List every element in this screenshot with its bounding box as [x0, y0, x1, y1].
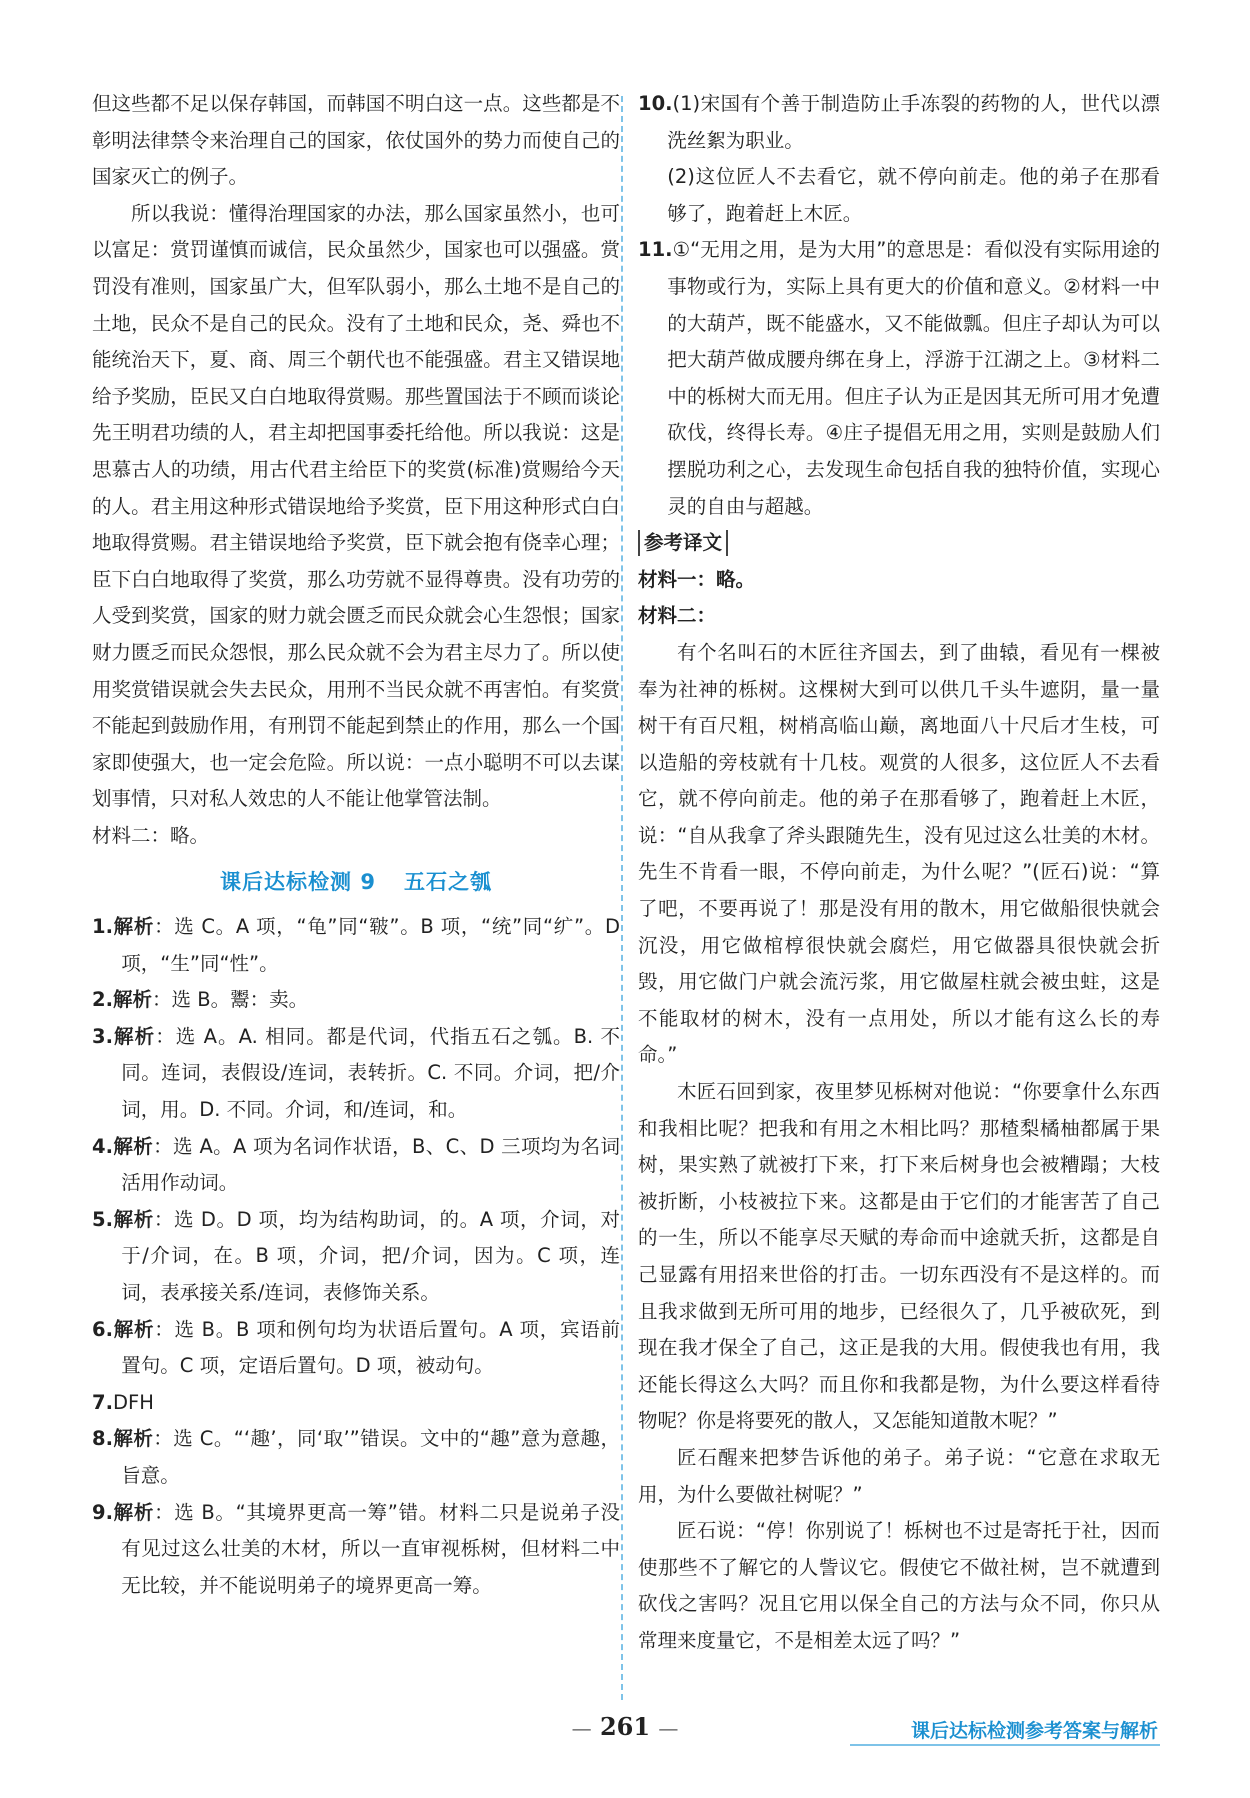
paragraph: 匠石醒来把梦告诉他的弟子。弟子说：“它意在求取无用，为什么要做社树呢？” — [638, 1445, 1160, 1506]
answer-item: 9.解析：选 B。“其境界更高一筹”错。材料二只是说弟子没有见过这么壮美的木材，所以一直审视栎树，但材料二中无比较，并不能说明弟子的境界更高一筹。 — [92, 1500, 620, 1597]
section-title-text: 五石之瓠 — [403, 870, 492, 895]
answer-item: 8.解析：选 C。“‘趣’，同‘取’”错误。文中的“趣”意为意趣，旨意。 — [92, 1427, 620, 1487]
answer-item: 10.(1)宋国有个善于制造防止手冻裂的药物的人，世代以漂洗丝絮为职业。 — [638, 92, 1160, 152]
right-column — [638, 86, 1160, 1660]
answer-item: 5.解析：选 D。D 项，均为结构助词，的。A 项，介词，对于/介词，在。B 项，介词，把/介词，因为。C 项，连词，表承接关系/连词，表修饰关系。 — [92, 1207, 620, 1304]
answer-item: 2.解析：选 B。鬻：卖。 — [92, 988, 309, 1012]
paragraph: 有个名叫石的木匠往齐国去，到了曲辕，看见有一棵被奉为社神的栎树。这棵树大到可以供几千头牛遮阴，量一量树干有百尺粗，树梢高临山巅，离地面八十尺后才生枝，可以造船的旁枝就有十几枝。观赏的人很多，这位匠人不去看它，就不停向前走。他的弟子在那看够了，跑着赶上木匠，说：“自从我拿了斧头跟随先生，没有见过这么壮美的木材。先生不肯看一眼，不停向前走，为什么呢？”(匠石)说：“算了吧，不要再说了！那是没有用的散木，用它做船很快就会沉没，用它做棺椁很快就会腐烂，用它做器具很快就会折毁，用它做门户就会流污浆，用它做屋柱就会被虫蛀，这是不能取材的树木，没有一点用处，所以才能有这么长的寿命。” — [638, 640, 1160, 1067]
running-title: 课后达标检测参考答案与解析 — [910, 1720, 1158, 1742]
section-title-number: 课后达标检测 9 — [220, 870, 376, 895]
reference-translation-heading: 参考译文 — [638, 530, 728, 556]
answer-item: 11.①“无用之用，是为大用”的意思是：看似没有实际用途的事物或行为，实际上具有更大的价值和意义。②材料一中的大葫芦，既不能盛水，又不能做瓢。但庄子却认为可以把大葫芦做成腰舟绑在身上，浮游于江湖之上。③材料二中的栎树大而无用。但庄子认为正是因其无所可用才免遭砍伐，终得长寿。④庄子提倡无用之用，实则是鼓励人们摆脱功利之心，去发现生命包括自我的独特价值，实现心灵的自由与超越。 — [638, 238, 1160, 518]
paragraph: 所以我说：懂得治理国家的办法，那么国家虽然小，也可以富足：赏罚谨慎而诚信，民众虽然少，国家也可以强盛。赏罚没有准则，国家虽广大，但军队弱小，那么土地不是自己的土地，民众不是自己的民众。没有了土地和民众，尧、舜也不能统治天下，夏、商、周三个朝代也不能强盛。君主又错误地给予奖励，臣民又白白地取得赏赐。那些置国法于不顾而谈论先王明君功绩的人，君主却把国事委托给他。所以我说：这是思慕古人的功绩，用古代君主给臣下的奖赏(标准)赏赐给今天的人。君主用这种形式错误地给予奖赏，臣下用这种形式白白地取得赏赐。君主错误地给予奖赏，臣下就会抱有侥幸心理；臣下白白地取得了奖赏，那么功劳就不显得尊贵。没有功劳的人受到奖赏，国家的财力就会匮乏而民众就会心生怨恨；国家财力匮乏而民众怨恨，那么民众就不会为君主尽力了。所以使用奖赏错误就会失去民众，用刑不当民众就不再害怕。有奖赏不能起到鼓励作用，有刑罚不能起到禁止的作用，那么一个国家即使强大，也一定会危险。所以说：一点小聪明不可以去谋划事情，只对私人效忠的人不能让他掌管法制。 — [92, 201, 620, 811]
paragraph: 匠石说：“停！你别说了！栎树也不过是寄托于社，因而使那些不了解它的人訾议它。假使它不做社树，岂不就遭到砍伐之害吗？况且它用以保全自己的方法与众不同，你只从常理来度量它，不是相差太远了吗？” — [638, 1519, 1160, 1652]
answer-item: 1.解析：选 C。A 项，“龟”同“皲”。B 项，“统”同“纩”。D 项，“生”同“性”。 — [92, 915, 620, 975]
material-label: 材料二： — [638, 604, 717, 628]
answer-subitem: (2)这位匠人不去看它，就不停向前走。他的弟子在那看够了，跑着赶上木匠。 — [667, 165, 1160, 225]
column-divider — [621, 96, 623, 1700]
answer-item: 7.DFH — [92, 1390, 154, 1414]
paragraph: 木匠石回到家，夜里梦见栎树对他说：“你要拿什么东西和我相比呢？把我和有用之木相比吗？那楂梨橘柚都属于果树，果实熟了就被打下来，打下来后树身也会被糟蹋；大枝被折断，小枝被拉下来。这都是由于它们的才能害苦了自己的一生，所以不能享尽天赋的寿命而中途就夭折，这都是自己显露有用招来世俗的打击。一切东西没有不是这样的。而且我求做到无所可用的地步，已经很久了，几乎被砍死，到现在我才保全了自己，这正是我的大用。假使我也有用，我还能长得这么大吗？而且你和我都是物，为什么要这样看待物呢？你是将要死的散人，又怎能知道散木呢？” — [638, 1080, 1160, 1433]
paragraph: 但这些都不足以保存韩国，而韩国不明白这一点。这些都是不彰明法律禁令来治理自己的国家，依仗国外的势力而使自己的国家灭亡的例子。 — [92, 92, 620, 189]
page-number: — 261 — — [571, 1712, 679, 1741]
paragraph: 材料二：略。 — [92, 823, 210, 847]
answer-item: 3.解析：选 A。A. 相同。都是代词，代指五石之瓠。B. 不同。连词，表假设/连词，表转折。C. 不同。介词，把/介词，用。D. 不同。介词，和/连词，和。 — [92, 1024, 620, 1122]
answer-item: 4.解析：选 A。A 项为名词作状语，B、C、D 三项均为名词活用作动词。 — [92, 1134, 620, 1195]
answer-item: 6.解析：选 B。B 项和例句均为状语后置句。A 项，宾语前置句。C 项，定语后置句。D 项，被动句。 — [92, 1317, 620, 1378]
footer-rule — [850, 1744, 1160, 1746]
material-label: 材料一：略。 — [638, 567, 756, 591]
left-column — [92, 86, 620, 1604]
section-title — [92, 864, 620, 901]
